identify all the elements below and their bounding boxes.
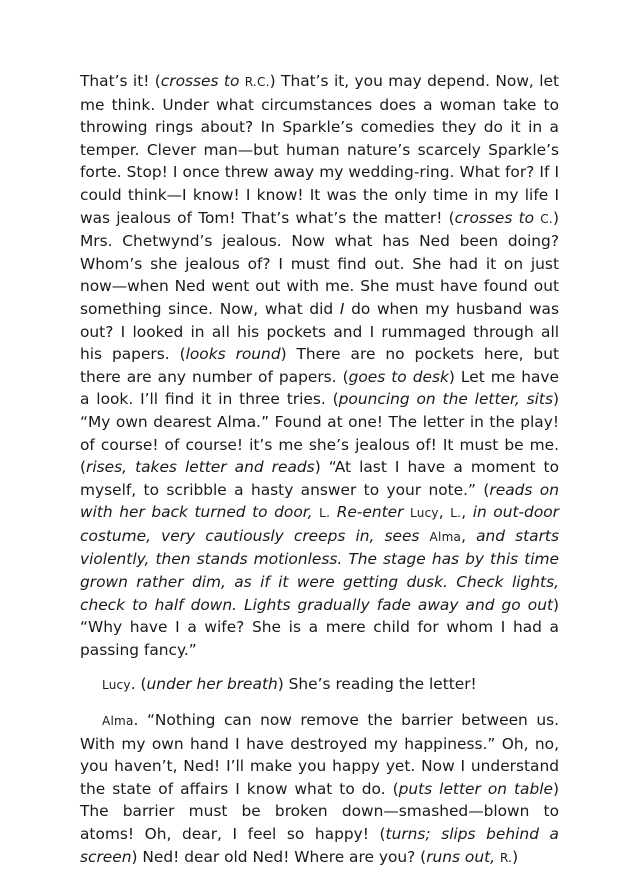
dialogue-text: do when my husband was out? I looked in all his pockets and I rummaged through all his papers. ( — [80, 299, 559, 364]
dialogue-text: , — [438, 503, 451, 522]
small-caps-text: R. — [499, 850, 513, 865]
stage-direction: and starts violently, then stands motionless. The stage has by this time grown rather dim, as if it were getting dusk. Check lights, check to half down. Lights gradually fade away and go out — [80, 526, 559, 614]
dialogue-text: ) “My own dearest Alma.” Found at one! The letter in the play! of course! of course! it’s me she’s jealous of! It must be me. ( — [80, 390, 560, 477]
dialogue-text: , — [461, 526, 477, 545]
speaker-name-alma: Alma — [102, 714, 134, 729]
paragraph-monologue — [80, 70, 559, 661]
small-caps-text: Lucy — [410, 506, 439, 521]
paragraph-lucy — [80, 673, 559, 697]
dialogue-text: ) The barrier must be broken down—smashed—blown to atoms! Oh, dear, I feel so happy! ( — [80, 779, 559, 843]
paragraph-alma — [80, 709, 559, 869]
stage-direction: under her breath — [146, 675, 278, 694]
dialogue-text: ) “At last I have a moment to myself, to scribble a hasty answer to your note.” ( — [80, 458, 559, 499]
stage-direction: pouncing on the letter, sits — [338, 390, 553, 409]
stage-direction: crosses to — [454, 208, 541, 227]
small-caps-text: Alma — [429, 529, 462, 544]
dialogue-text: ) Let me have a look. I’ll find it in three tries. ( — [80, 367, 559, 409]
stage-direction: runs out, — [426, 847, 500, 866]
dialogue-text: . ( — [130, 675, 147, 694]
dialogue-text: ) That’s it, you may depend. Now, let me think. Under what circumstances does a woman take to throwing rings about? In Sparkle’s comedies they do it in a temper. Clever man—but human nature’s scarcely Sparkle’s forte. Stop! I once threw away my wedding-ring. What for? If I could think—I know! I know! It was the only time in my life I was jealous of Tom! That’s what’s the matter! ( — [80, 72, 559, 227]
small-caps-text: C. — [540, 211, 553, 226]
dialogue-text: That’s it! ( — [80, 72, 161, 90]
stage-direction: Re-enter — [330, 503, 411, 522]
stage-direction: goes to desk — [348, 367, 449, 386]
stage-direction: looks round — [185, 345, 281, 364]
dialogue-text: ) Ned! dear old Ned! Where are you? ( — [131, 847, 427, 866]
small-caps-text: R.C. — [244, 75, 270, 89]
stage-direction: reads on with her back turned to door, — [80, 480, 559, 522]
dialogue-text: ) “Why have I a wife? She is a mere child for whom I had a passing fancy.” — [80, 595, 559, 659]
speaker-name-lucy: Lucy — [102, 678, 131, 693]
dialogue-text: ) There are no pockets here, but there are any number of papers. ( — [80, 345, 559, 386]
dialogue-text: . “Nothing can now remove the barrier between us. With my own hand I have destroyed my happiness.” Oh, no, you haven’t, Ned! I’ll make you happy yet. Now I understand the state of affairs I know what to do. ( — [80, 711, 559, 798]
stage-direction: turns; slips behind a screen — [80, 825, 559, 866]
stage-direction: I — [339, 299, 345, 318]
dialogue-text: ) She’s reading the letter! — [277, 675, 477, 694]
dialogue-text: , — [461, 503, 473, 522]
stage-direction: in out-door costume, very cautiously creeps in, sees — [80, 503, 559, 545]
small-caps-text: L. — [450, 506, 462, 521]
dialogue-text: ) — [512, 847, 519, 866]
stage-direction: rises, takes letter and reads — [86, 458, 315, 477]
dialogue-text: ) Mrs. Chetwynd’s jealous. Now what has Ned been doing? Whom’s she jealous of? I must find out. She had it on just now—when Ned went out with me. She must have found out something since. Now, what did — [80, 208, 559, 318]
small-caps-text: L. — [319, 506, 331, 521]
stage-direction: crosses to — [160, 72, 245, 90]
stage-direction: puts letter on table — [398, 779, 553, 798]
